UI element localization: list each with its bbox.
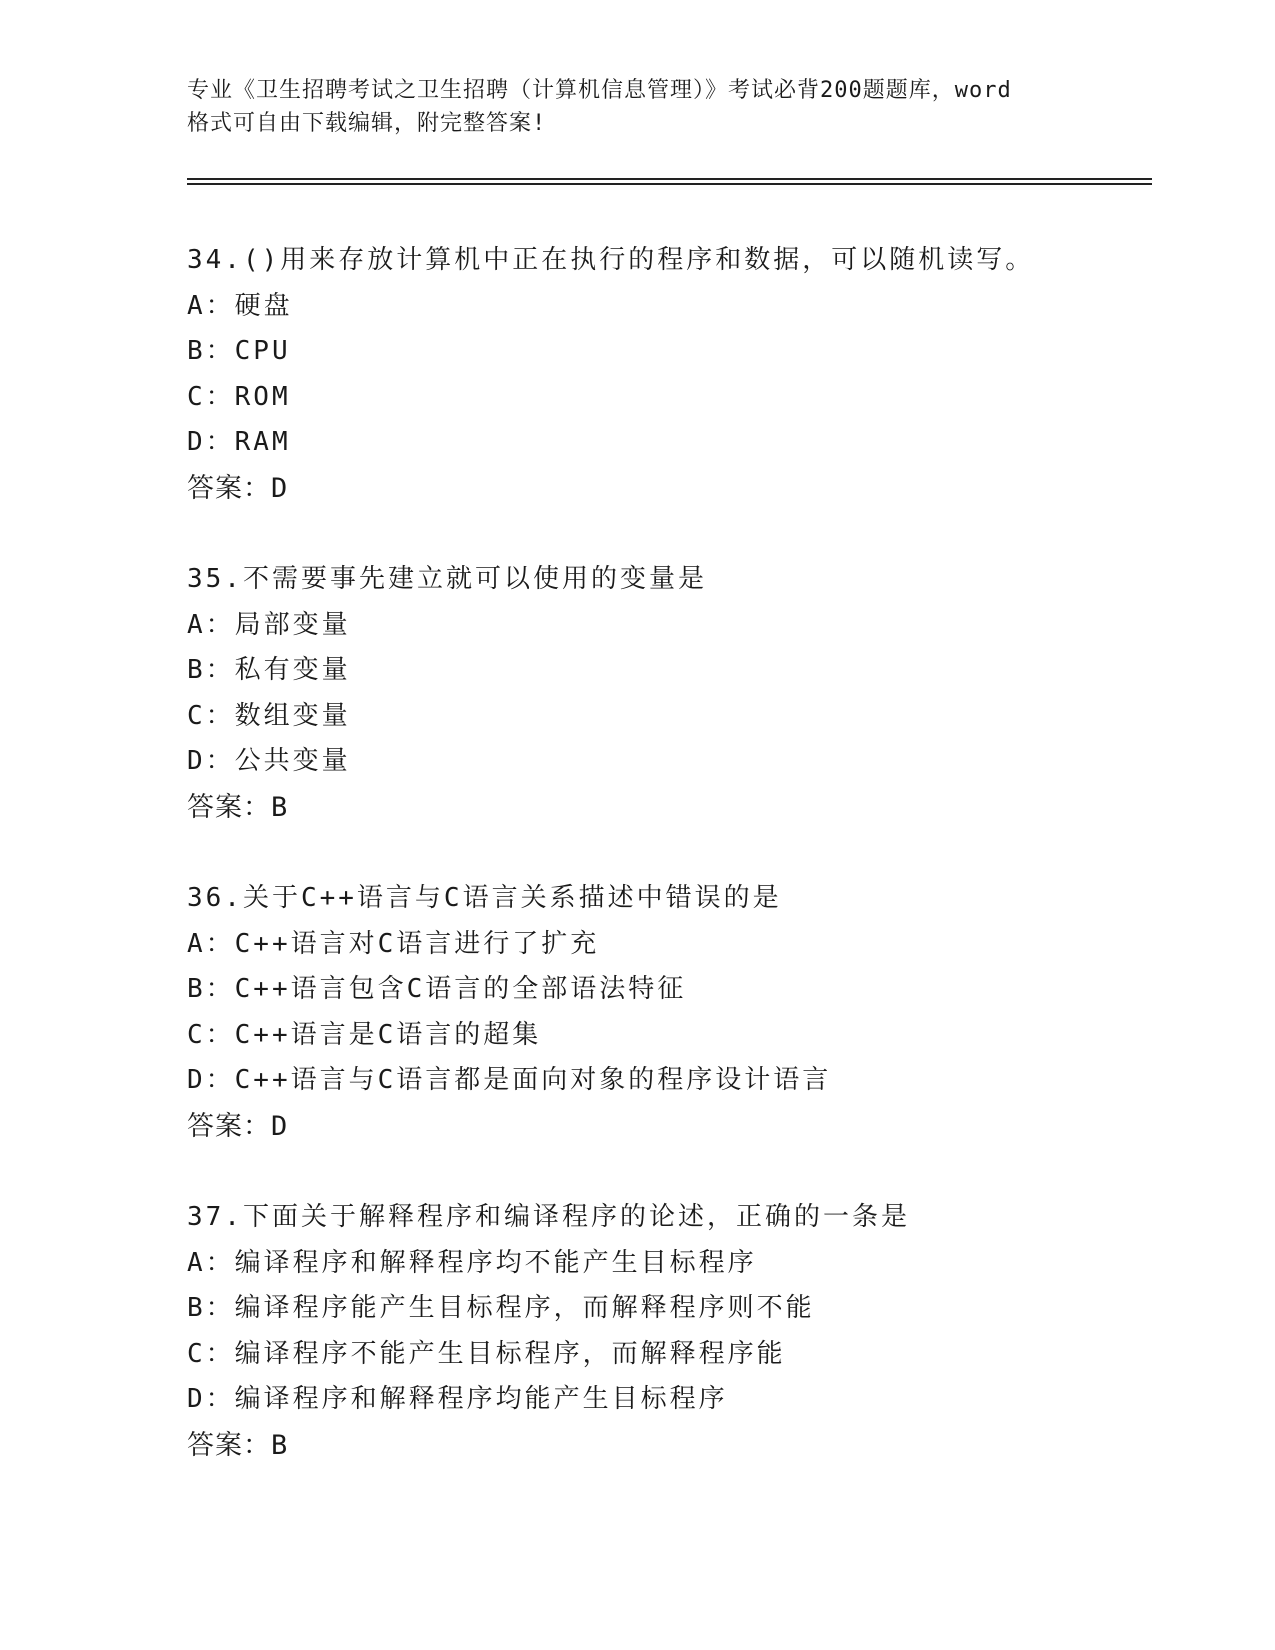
question-list [187, 238, 1147, 1514]
question-35 [187, 557, 1147, 876]
question-stem: 37.下面关于解释程序和编译程序的论述，正确的一条是 [187, 1202, 910, 1232]
header-line-1: 专业《卫生招聘考试之卫生招聘（计算机信息管理）》考试必背200题题库，word [187, 78, 1012, 103]
option-d: D：公共变量 [187, 746, 351, 776]
answer-value: B [271, 1429, 289, 1461]
answer-label: 答案： [187, 1429, 271, 1461]
option-a: A：C++语言对C语言进行了扩充 [187, 928, 600, 959]
answer-line [187, 1104, 1147, 1150]
answer-label: 答案： [187, 791, 271, 823]
answer-label: 答案： [187, 1110, 271, 1142]
header-line-2: 格式可自由下载编辑，附完整答案! [187, 111, 547, 136]
header-divider-top [187, 178, 1152, 180]
document-header [187, 74, 1087, 140]
option-d: D：RAM [187, 427, 291, 457]
option-c: C：编译程序不能产生目标程序，而解释程序能 [187, 1338, 786, 1369]
answer-value: B [271, 791, 289, 823]
answer-line [187, 1423, 1147, 1469]
question-stem: 35.不需要事先建立就可以使用的变量是 [187, 564, 707, 594]
option-c: C：ROM [187, 381, 291, 412]
option-b: B：编译程序能产生目标程序，而解释程序则不能 [187, 1293, 815, 1323]
answer-value: D [271, 472, 289, 504]
option-c: C：C++语言是C语言的超集 [187, 1019, 542, 1050]
option-c: C：数组变量 [187, 700, 351, 731]
answer-line [187, 785, 1147, 831]
option-d: D：C++语言与C语言都是面向对象的程序设计语言 [187, 1065, 832, 1095]
question-37 [187, 1195, 1147, 1514]
question-34 [187, 238, 1147, 557]
question-36 [187, 876, 1147, 1195]
option-b: B：CPU [187, 336, 291, 366]
question-stem: 34.()用来存放计算机中正在执行的程序和数据，可以随机读写。 [187, 245, 1035, 275]
header-divider-bottom [187, 183, 1152, 185]
answer-value: D [271, 1110, 289, 1142]
option-d: D：编译程序和解释程序均能产生目标程序 [187, 1384, 728, 1414]
option-a: A：硬盘 [187, 290, 293, 321]
question-stem: 36.关于C++语言与C语言关系描述中错误的是 [187, 883, 782, 913]
option-b: B：私有变量 [187, 655, 351, 685]
answer-label: 答案： [187, 472, 271, 504]
option-a: A：编译程序和解释程序均不能产生目标程序 [187, 1247, 757, 1278]
option-b: B：C++语言包含C语言的全部语法特征 [187, 974, 687, 1004]
answer-line [187, 466, 1147, 512]
option-a: A：局部变量 [187, 609, 351, 640]
